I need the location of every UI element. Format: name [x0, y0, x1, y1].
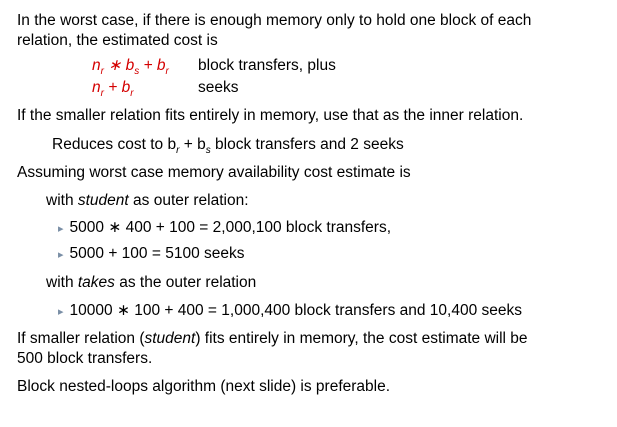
bullet-item: ▸ 5000 + 100 = 5100 seeks — [58, 244, 244, 265]
bullet-item: ▸ 5000 ∗ 400 + 100 = 2,000,100 block transfers, — [58, 218, 391, 239]
formula-seeks: $n_r + b_r$ — [92, 79, 134, 99]
para-worst-case-line1: In the worst case, if there is enough memory only to hold one block of each — [17, 12, 532, 29]
para-worst-case-line2: relation, the estimated cost is — [17, 32, 218, 49]
formula-block-transfers-desc: block transfers, plus — [198, 57, 336, 74]
formula-seeks-desc: seeks — [198, 79, 239, 96]
triangle-bullet-icon: ▸ — [58, 223, 64, 235]
para-assuming-worst-case: Assuming worst case memory availability cost estimate is — [17, 164, 411, 181]
para-student-outer: with student as outer relation: — [46, 192, 249, 209]
para-reduces-cost: Reduces cost to $b_r + b_s$ block transfers and 2 seeks — [52, 136, 404, 156]
triangle-bullet-icon: ▸ — [58, 306, 64, 318]
para-student-fits: If smaller relation (student) fits entirely in memory, the cost estimate will be — [17, 330, 528, 347]
bullet-item: ▸ 10000 ∗ 100 + 400 = 1,000,400 block transfers and 10,400 seeks — [58, 301, 522, 322]
formula-block-transfers: $n_r$ ∗ $b_s + b_r$ — [92, 57, 169, 77]
para-student-fits-line2: 500 block transfers. — [17, 350, 153, 367]
para-takes-outer: with takes as the outer relation — [46, 274, 257, 291]
para-block-nested-loops: Block nested-loops algorithm (next slide) is preferable. — [17, 378, 391, 395]
para-smaller-relation: If the smaller relation fits entirely in memory, use that as the inner relation. — [17, 107, 524, 124]
triangle-bullet-icon: ▸ — [58, 249, 64, 261]
